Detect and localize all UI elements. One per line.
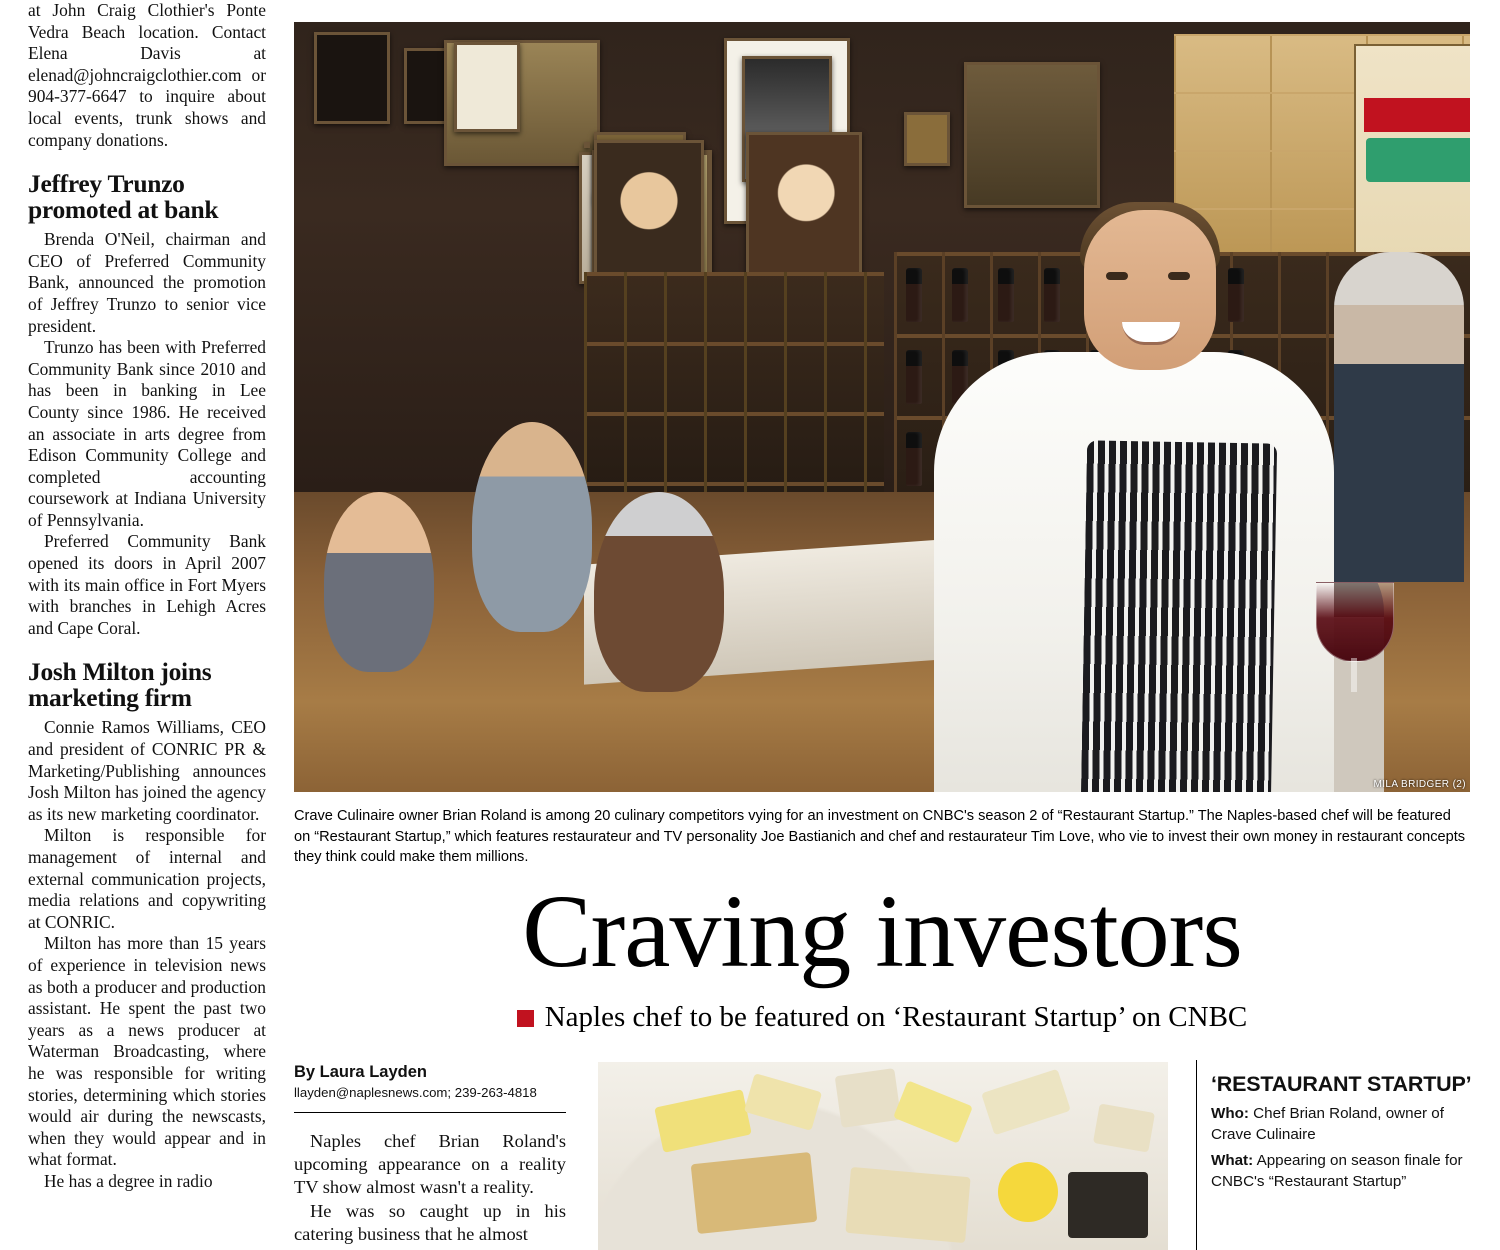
food-flower	[998, 1162, 1058, 1222]
food-garnish	[835, 1068, 902, 1128]
fact-box-item	[1211, 1104, 1482, 1145]
byline-contact: llayden@naplesnews.com; 239-263-4818	[294, 1085, 537, 1100]
food-photograph	[598, 1062, 1168, 1250]
story-paragraph: Naples chef Brian Roland's upcoming appearance on a reality TV show almost wasn't a reality.	[294, 1131, 566, 1198]
photo-diner	[472, 422, 592, 632]
brief-paragraph: Preferred Community Bank opened its doors in April 2007 with its main office in Fort Myers with branches in Lehigh Acres and Cape Coral.	[28, 531, 266, 638]
photo-campari-poster	[1354, 44, 1470, 258]
photo-chef-face	[1084, 210, 1216, 370]
photo-cutline: Crave Culinaire owner Brian Roland is among 20 culinary competitors vying for an investment on CNBC's season 2 of “Restaurant Startup.” The Naples-based chef will be featured on “Restaurant Startup,” which features restaurateur and TV personality Joe Bastianich and chef and restaurateur Tim Love, who vie to invest their own money in restaurant concepts they think could make them millions.	[294, 808, 1466, 865]
photo-diner	[1334, 252, 1464, 582]
fact-box-label: What:	[1211, 1152, 1254, 1169]
brief-headline-trunzo: Jeffrey Trunzo promoted at bank	[28, 169, 219, 225]
photo-diner	[594, 492, 724, 692]
continued-text: at John Craig Clothier's Ponte Vedra Beach location. Contact Elena Davis at elenad@johncraigclothier.com or 904-377-6647 to inquire about local events, trunk shows and company donations.	[28, 0, 266, 150]
brief-paragraph: Milton is responsible for management of internal and external communication projects, media relations and copywriting at CONRIC.	[28, 825, 266, 932]
food-element	[845, 1167, 970, 1243]
photo-picture-frame	[964, 62, 1100, 208]
brief-headline-milton: Josh Milton joins marketing firm	[28, 657, 212, 713]
story-column	[294, 1130, 566, 1250]
page-deck	[294, 1000, 1470, 1034]
brief-paragraph: Trunzo has been with Preferred Community Bank since 2010 and has been in banking in Lee County since 1986. He received an associate in arts degree from Edison Community College and completed accounting coursework at Indiana University of Pennsylvania.	[28, 337, 266, 530]
brief-paragraph: Connie Ramos Williams, CEO and president of CONRIC PR & Marketing/Publishing announces Josh Milton has joined the agency as its new marketing coordinator.	[28, 717, 266, 824]
food-element	[691, 1152, 818, 1234]
photo-diner	[324, 492, 434, 672]
deck-text: Naples chef to be featured on ‘Restaurant Startup’ on CNBC	[544, 1001, 1248, 1033]
fact-box-title: ‘RESTAURANT STARTUP’	[1211, 1072, 1472, 1096]
photo-picture-frame	[904, 112, 950, 166]
fact-box-text: Chef Brian Roland, owner of Crave Culinaire	[1211, 1105, 1444, 1143]
photo-chef-apron	[1081, 440, 1277, 792]
byline	[294, 1062, 566, 1121]
photo-picture-frame	[454, 42, 520, 132]
byline-rule	[294, 1112, 566, 1113]
fact-box-item	[1211, 1151, 1482, 1192]
page-headline: Craving investors	[522, 874, 1242, 989]
photo-spacer	[584, 142, 590, 148]
left-column	[28, 0, 266, 1250]
photo-picture-frame	[314, 32, 390, 124]
fact-box-text: Appearing on season finale for CNBC's “Restaurant Startup”	[1211, 1152, 1463, 1190]
story-paragraph: He was so caught up in his catering business that he almost	[294, 1200, 566, 1244]
food-element	[1068, 1172, 1148, 1238]
brief-paragraph: Brenda O'Neil, chairman and CEO of Preferred Community Bank, announced the promotion of Jeffrey Trunzo to senior vice president.	[28, 229, 266, 336]
photo-wine-glass	[1316, 582, 1392, 692]
fact-box-label: Who:	[1211, 1105, 1249, 1122]
byline-author: By Laura Layden	[294, 1063, 427, 1081]
photo-credit: MILA BRIDGER (2)	[1373, 779, 1466, 790]
fact-box	[1196, 1060, 1482, 1250]
brief-paragraph: He has a degree in radio	[44, 1170, 213, 1191]
red-square-icon	[517, 1010, 534, 1027]
brief-paragraph: Milton has more than 15 years of experience in television news as both a producer and production assistant. He spent the past two years as a news producer at Waterman Broadcasting, where he was responsible for writing stories, determining which stories would air during the newscasts, when they would appear and in what format.	[28, 933, 266, 1170]
photo-wine-rack-left	[584, 272, 884, 502]
main-photograph	[294, 22, 1470, 792]
